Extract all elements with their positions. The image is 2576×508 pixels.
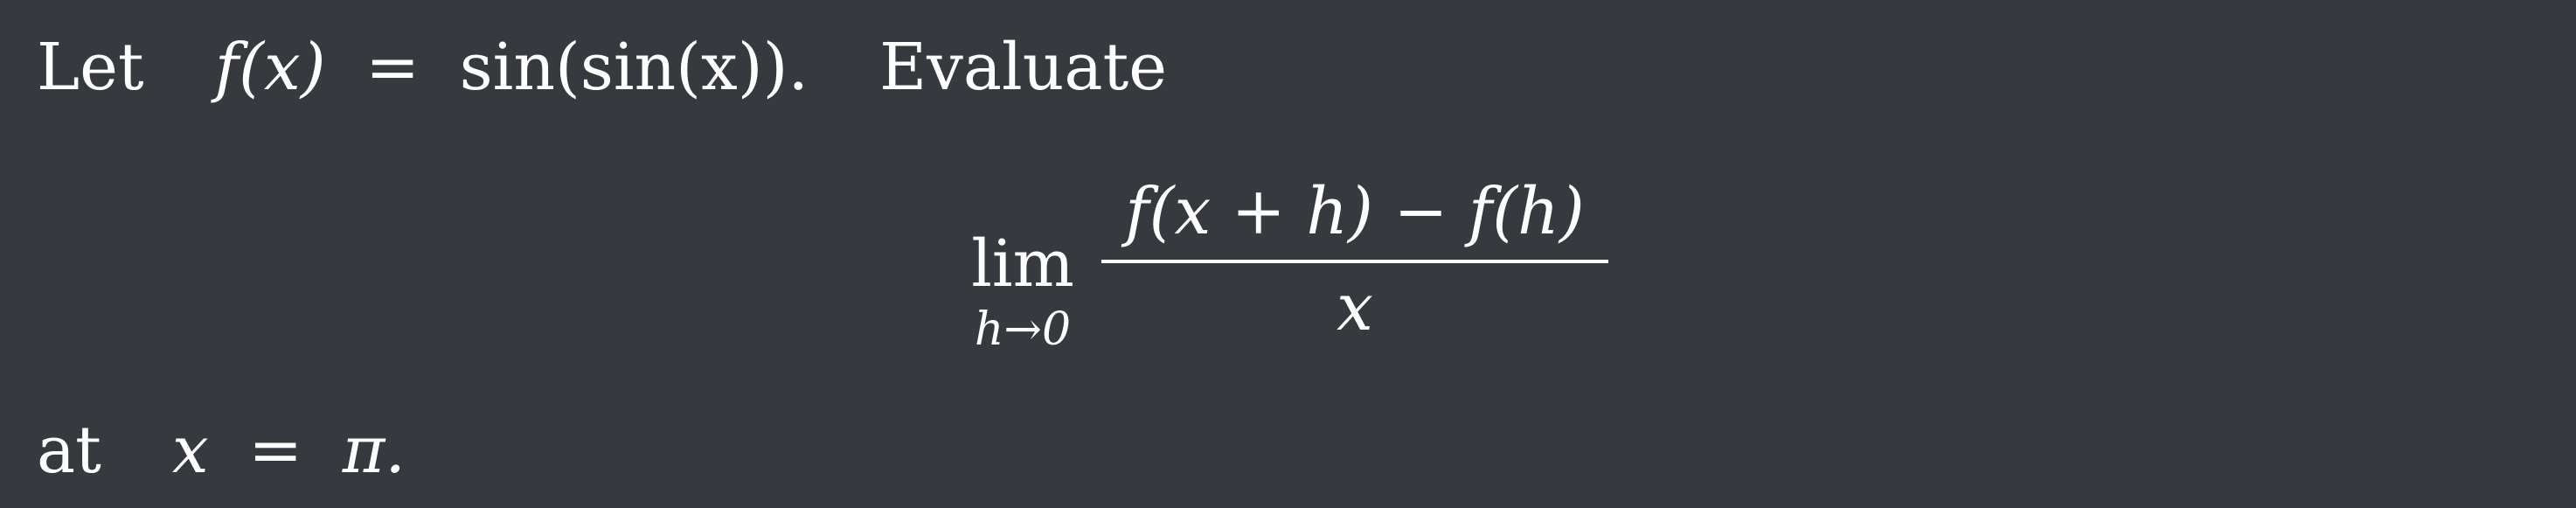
fraction-denominator: x xyxy=(1337,270,1373,345)
variable-x: x xyxy=(171,413,209,488)
equals-sign: = xyxy=(365,30,420,105)
function-definition: sin(sin(x)). xyxy=(459,30,809,105)
limit-operator xyxy=(962,226,1084,356)
equals-sign-2: = xyxy=(248,413,303,488)
word-at: at xyxy=(37,413,101,488)
limit-expression xyxy=(962,174,1608,356)
word-let: Let xyxy=(37,30,144,105)
word-evaluate: Evaluate xyxy=(879,30,1168,105)
problem-statement-line1 xyxy=(37,30,1168,105)
fraction-numerator: f(x + h) − f(h) xyxy=(1125,174,1585,249)
lim-label: lim xyxy=(971,226,1074,302)
problem-statement-line3 xyxy=(37,413,406,488)
function-fx: f(x) xyxy=(214,30,326,105)
difference-quotient xyxy=(1101,174,1608,345)
value-pi: π. xyxy=(342,413,406,488)
lim-subscript: h→0 xyxy=(974,303,1072,356)
